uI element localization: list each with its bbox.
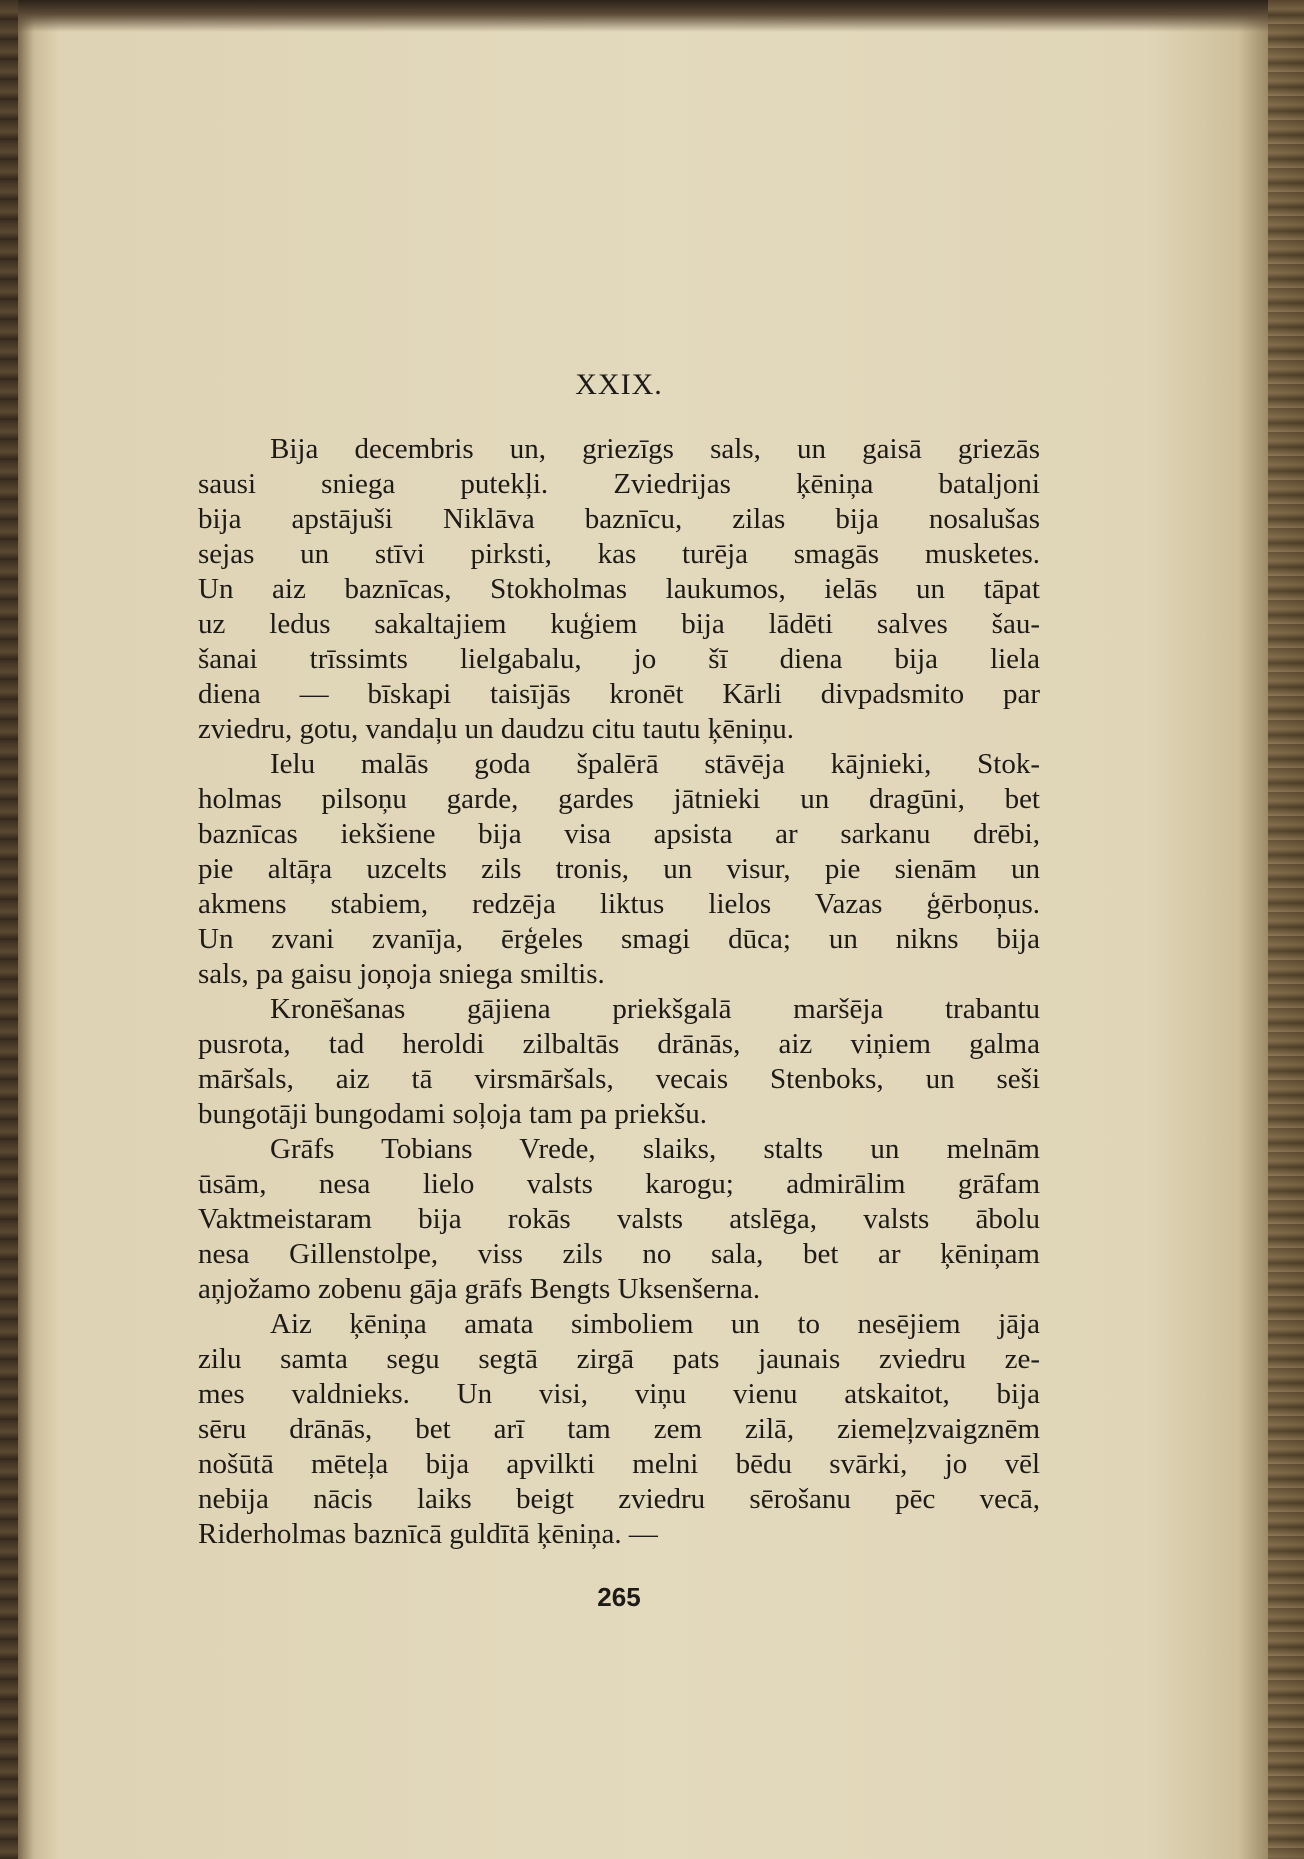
- text-line: baznīcas iekšiene bija visa apsista ar sarkanu drēbi,: [198, 818, 1040, 850]
- paragraph: [198, 747, 1040, 992]
- text-line: Grāfs Tobians Vrede, slaiks, stalts un melnām: [270, 1133, 1040, 1165]
- text-line: zviedru, gotu, vandaļu un daudzu citu tautu ķēniņu.: [198, 713, 794, 745]
- text-line: nošūtā mēteļa bija apvilkti melni bēdu svārki, jo vēl: [198, 1448, 1040, 1480]
- text-line: uz ledus sakaltajiem kuģiem bija lādēti salves šau-: [198, 608, 1040, 640]
- text-line: akmens stabiem, redzēja liktus lielos Vazas ģērboņus.: [198, 888, 1040, 920]
- page-stack-edge: [1268, 0, 1304, 1859]
- text-line: diena — bīskapi taisījās kronēt Kārli divpadsmito par: [198, 678, 1040, 710]
- text-line: sēru drānās, bet arī tam zem zilā, ziemeļzvaigznēm: [198, 1413, 1040, 1445]
- text-line: bija apstājuši Niklāva baznīcu, zilas bija nosalušas: [198, 503, 1040, 535]
- text-line: Ielu malās goda špalērā stāvēja kājnieki, Stok-: [270, 748, 1040, 780]
- text-line: Un aiz baznīcas, Stokholmas laukumos, ielās un tāpat: [198, 573, 1040, 605]
- text-line: Vaktmeistaram bija rokās valsts atslēga, valsts ābolu: [198, 1203, 1040, 1235]
- book-page: [198, 0, 1040, 1859]
- chapter-title: XXIX.: [575, 368, 663, 401]
- page-number: 265: [597, 1582, 641, 1612]
- text-line: pusrota, tad heroldi zilbaltās drānās, aiz viņiem galma: [198, 1028, 1040, 1060]
- paragraph: [198, 1132, 1040, 1307]
- text-line: aņjožamo zobenu gāja grāfs Bengts Uksenšerna.: [198, 1273, 761, 1305]
- text-line: Aiz ķēniņa amata simboliem un to nesējiem jāja: [270, 1308, 1040, 1340]
- text-line: bungotāji bungodami soļoja tam pa priekšu.: [198, 1098, 708, 1130]
- body-text: [198, 432, 1040, 1552]
- text-line: holmas pilsoņu garde, gardes jātnieki un dragūni, bet: [198, 783, 1040, 815]
- paragraph: [198, 432, 1040, 747]
- text-line: nesa Gillenstolpe, viss zils no sala, bet ar ķēniņam: [198, 1238, 1040, 1270]
- text-line: sejas un stīvi pirksti, kas turēja smagās musketes.: [198, 538, 1040, 570]
- text-line: zilu samta segu segtā zirgā pats jaunais zviedru ze-: [198, 1343, 1040, 1375]
- paragraph: [198, 1307, 1040, 1552]
- text-line: māršals, aiz tā virsmāršals, vecais Stenboks, un seši: [198, 1063, 1040, 1095]
- text-line: Bija decembris un, griezīgs sals, un gaisā griezās: [270, 433, 1040, 465]
- text-line: Kronēšanas gājiena priekšgalā maršēja trabantu: [270, 993, 1040, 1025]
- text-line: ūsām, nesa lielo valsts karogu; admirālim grāfam: [198, 1168, 1040, 1200]
- text-line: sausi sniega putekļi. Zviedrijas ķēniņa bataljoni: [198, 468, 1040, 500]
- paragraph: [198, 992, 1040, 1132]
- text-line: mes valdnieks. Un visi, viņu vienu atskaitot, bija: [198, 1378, 1040, 1410]
- text-line: sals, pa gaisu joņoja sniega smiltis.: [198, 958, 605, 990]
- text-line: Un zvani zvanīja, ērģeles smagi dūca; un nikns bija: [198, 923, 1040, 955]
- text-line: nebija nācis laiks beigt zviedru sērošanu pēc vecā,: [198, 1483, 1040, 1515]
- text-line: Riderholmas baznīcā guldītā ķēniņa. —: [198, 1518, 658, 1550]
- text-line: šanai trīssimts lielgabalu, jo šī diena bija liela: [198, 643, 1040, 675]
- text-line: pie altāŗa uzcelts zils tronis, un visur, pie sienām un: [198, 853, 1040, 885]
- binding-edge: [0, 0, 18, 1859]
